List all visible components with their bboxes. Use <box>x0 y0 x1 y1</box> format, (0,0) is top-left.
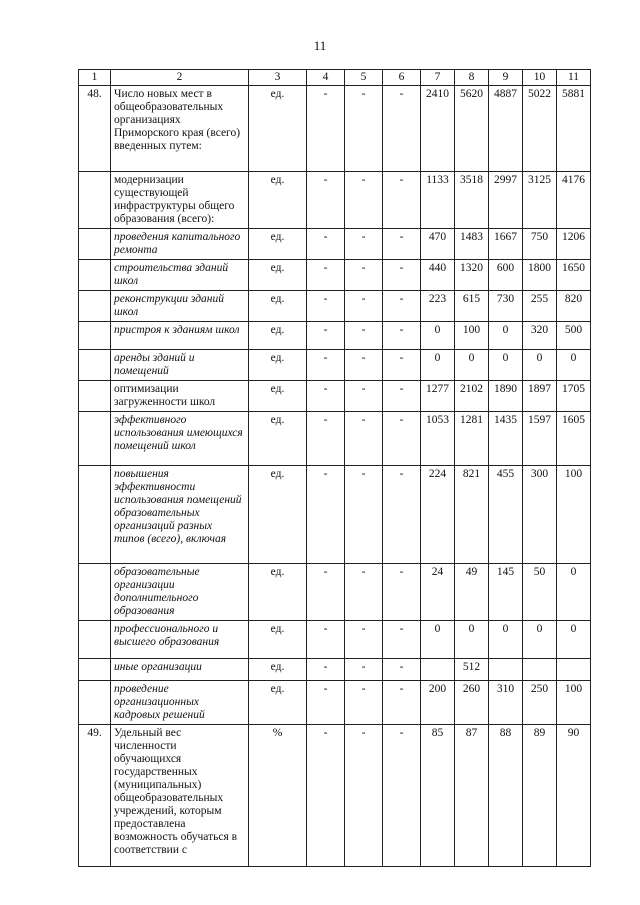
unit-cell: ед. <box>249 381 307 412</box>
value-cell: - <box>383 172 421 229</box>
table-row <box>79 260 591 291</box>
unit-cell: ед. <box>249 260 307 291</box>
value-cell: 50 <box>523 564 557 621</box>
column-header: 11 <box>557 70 591 86</box>
unit-cell: ед. <box>249 322 307 350</box>
value-cell <box>421 659 455 681</box>
unit-cell: ед. <box>249 86 307 172</box>
value-cell: 3125 <box>523 172 557 229</box>
value-cell: 100 <box>455 322 489 350</box>
table-row <box>79 229 591 260</box>
value-cell: - <box>383 260 421 291</box>
value-cell: - <box>383 659 421 681</box>
indicator-name: проведения капитального ремонта <box>111 229 249 260</box>
unit-cell: ед. <box>249 621 307 659</box>
indicators-table <box>78 69 591 867</box>
table-row <box>79 466 591 564</box>
value-cell: 500 <box>557 322 591 350</box>
value-cell: 1667 <box>489 229 523 260</box>
indicator-name: Удельный вес численности обучающихся государственных (муниципальных) общеобразовательных учреждений, которым предоставлена возможность обучаться в соответствии с <box>111 725 249 867</box>
value-cell: 320 <box>523 322 557 350</box>
value-cell: 0 <box>557 350 591 381</box>
table-row <box>79 322 591 350</box>
table-body <box>79 70 591 867</box>
value-cell: 1133 <box>421 172 455 229</box>
value-cell: 0 <box>455 621 489 659</box>
indicator-name: пристроя к зданиям школ <box>111 322 249 350</box>
value-cell: 0 <box>421 322 455 350</box>
row-number <box>79 172 111 229</box>
value-cell: - <box>383 564 421 621</box>
value-cell: 730 <box>489 291 523 322</box>
table-row <box>79 564 591 621</box>
value-cell: 0 <box>557 621 591 659</box>
row-number: 48. <box>79 86 111 172</box>
value-cell: - <box>307 564 345 621</box>
table-row <box>79 172 591 229</box>
value-cell: - <box>345 681 383 725</box>
value-cell: - <box>307 621 345 659</box>
unit-cell: ед. <box>249 229 307 260</box>
value-cell: 1800 <box>523 260 557 291</box>
value-cell: 87 <box>455 725 489 867</box>
value-cell: 1897 <box>523 381 557 412</box>
value-cell: 88 <box>489 725 523 867</box>
value-cell: - <box>345 172 383 229</box>
value-cell: - <box>345 659 383 681</box>
row-number <box>79 659 111 681</box>
indicator-name: профессионального и высшего образования <box>111 621 249 659</box>
value-cell <box>489 659 523 681</box>
value-cell: - <box>307 659 345 681</box>
value-cell: - <box>307 466 345 564</box>
value-cell: 615 <box>455 291 489 322</box>
table-row <box>79 681 591 725</box>
value-cell: - <box>383 725 421 867</box>
value-cell: 255 <box>523 291 557 322</box>
column-header: 9 <box>489 70 523 86</box>
value-cell: - <box>307 725 345 867</box>
value-cell: 224 <box>421 466 455 564</box>
column-header: 6 <box>383 70 421 86</box>
value-cell: 0 <box>489 350 523 381</box>
unit-cell: ед. <box>249 564 307 621</box>
indicator-name: оптимизации загруженности школ <box>111 381 249 412</box>
unit-cell: ед. <box>249 291 307 322</box>
column-header: 2 <box>111 70 249 86</box>
table-row <box>79 725 591 867</box>
value-cell: 0 <box>455 350 489 381</box>
unit-cell: ед. <box>249 681 307 725</box>
table-row <box>79 412 591 466</box>
value-cell: - <box>307 350 345 381</box>
value-cell: 750 <box>523 229 557 260</box>
value-cell: 455 <box>489 466 523 564</box>
value-cell: 250 <box>523 681 557 725</box>
value-cell: 5022 <box>523 86 557 172</box>
value-cell: - <box>307 260 345 291</box>
value-cell: - <box>345 412 383 466</box>
value-cell: 260 <box>455 681 489 725</box>
column-header: 10 <box>523 70 557 86</box>
column-header: 7 <box>421 70 455 86</box>
value-cell: 2997 <box>489 172 523 229</box>
value-cell: 310 <box>489 681 523 725</box>
value-cell: 1206 <box>557 229 591 260</box>
value-cell: 0 <box>489 621 523 659</box>
value-cell: - <box>307 172 345 229</box>
value-cell: - <box>307 681 345 725</box>
value-cell: 2410 <box>421 86 455 172</box>
value-cell: 1650 <box>557 260 591 291</box>
value-cell: 89 <box>523 725 557 867</box>
indicator-name: иные организации <box>111 659 249 681</box>
value-cell: 100 <box>557 466 591 564</box>
value-cell: - <box>383 412 421 466</box>
value-cell: 600 <box>489 260 523 291</box>
value-cell: 1705 <box>557 381 591 412</box>
value-cell <box>557 659 591 681</box>
value-cell: - <box>307 381 345 412</box>
table-row <box>79 350 591 381</box>
value-cell: - <box>345 260 383 291</box>
value-cell: - <box>345 621 383 659</box>
indicator-name: проведение организационных кадровых решений <box>111 681 249 725</box>
value-cell: 49 <box>455 564 489 621</box>
value-cell: 0 <box>421 621 455 659</box>
value-cell: - <box>307 86 345 172</box>
value-cell: 5881 <box>557 86 591 172</box>
value-cell: 1435 <box>489 412 523 466</box>
value-cell: - <box>383 229 421 260</box>
value-cell: 1053 <box>421 412 455 466</box>
table-row <box>79 621 591 659</box>
indicator-name: аренды зданий и помещений <box>111 350 249 381</box>
row-number <box>79 621 111 659</box>
value-cell: 0 <box>489 322 523 350</box>
column-header: 4 <box>307 70 345 86</box>
value-cell: 470 <box>421 229 455 260</box>
value-cell: - <box>383 86 421 172</box>
table-row <box>79 86 591 172</box>
row-number <box>79 322 111 350</box>
value-cell: - <box>307 322 345 350</box>
column-header: 3 <box>249 70 307 86</box>
unit-cell: ед. <box>249 172 307 229</box>
indicator-name: повышения эффективности использования помещений образовательных организаций разных типов (всего), включая <box>111 466 249 564</box>
value-cell: - <box>383 350 421 381</box>
indicator-name: модернизации существующей инфраструктуры общего образования (всего): <box>111 172 249 229</box>
value-cell: 512 <box>455 659 489 681</box>
indicator-name: строительства зданий школ <box>111 260 249 291</box>
column-header: 1 <box>79 70 111 86</box>
row-number: 49. <box>79 725 111 867</box>
value-cell: 1320 <box>455 260 489 291</box>
value-cell: 3518 <box>455 172 489 229</box>
value-cell: 0 <box>523 350 557 381</box>
value-cell: - <box>307 229 345 260</box>
value-cell: - <box>345 350 383 381</box>
value-cell: - <box>345 466 383 564</box>
value-cell: 200 <box>421 681 455 725</box>
indicator-name: эффективного использования имеющихся помещений школ <box>111 412 249 466</box>
row-number <box>79 466 111 564</box>
value-cell: 1597 <box>523 412 557 466</box>
row-number <box>79 260 111 291</box>
page-number: 11 <box>313 38 327 53</box>
value-cell: - <box>383 466 421 564</box>
value-cell: - <box>345 725 383 867</box>
row-number <box>79 350 111 381</box>
value-cell: 2102 <box>455 381 489 412</box>
value-cell: 1605 <box>557 412 591 466</box>
value-cell: 5620 <box>455 86 489 172</box>
column-header: 8 <box>455 70 489 86</box>
value-cell: 440 <box>421 260 455 291</box>
value-cell: 300 <box>523 466 557 564</box>
value-cell: - <box>383 291 421 322</box>
value-cell: 820 <box>557 291 591 322</box>
value-cell: 4887 <box>489 86 523 172</box>
column-header-row <box>79 70 591 86</box>
value-cell: - <box>383 322 421 350</box>
value-cell: 821 <box>455 466 489 564</box>
value-cell: 1277 <box>421 381 455 412</box>
row-number <box>79 291 111 322</box>
value-cell: 100 <box>557 681 591 725</box>
value-cell: - <box>345 381 383 412</box>
value-cell: - <box>345 564 383 621</box>
value-cell: 223 <box>421 291 455 322</box>
value-cell: 85 <box>421 725 455 867</box>
value-cell: 24 <box>421 564 455 621</box>
indicator-name: Число новых мест в общеобразовательных организациях Приморского края (всего) введенных путем: <box>111 86 249 172</box>
value-cell: - <box>383 681 421 725</box>
value-cell: 90 <box>557 725 591 867</box>
unit-cell: ед. <box>249 466 307 564</box>
value-cell: 4176 <box>557 172 591 229</box>
value-cell: - <box>345 322 383 350</box>
value-cell: - <box>307 291 345 322</box>
value-cell: - <box>383 621 421 659</box>
value-cell: 0 <box>557 564 591 621</box>
table-row <box>79 659 591 681</box>
column-header: 5 <box>345 70 383 86</box>
indicator-name: реконструкции зданий школ <box>111 291 249 322</box>
value-cell: - <box>345 229 383 260</box>
unit-cell: ед. <box>249 659 307 681</box>
unit-cell: % <box>249 725 307 867</box>
unit-cell: ед. <box>249 412 307 466</box>
value-cell: 1483 <box>455 229 489 260</box>
table-row <box>79 381 591 412</box>
table-row <box>79 291 591 322</box>
row-number <box>79 564 111 621</box>
value-cell: - <box>383 381 421 412</box>
value-cell: 0 <box>421 350 455 381</box>
value-cell: 0 <box>523 621 557 659</box>
value-cell: 1281 <box>455 412 489 466</box>
value-cell: - <box>345 291 383 322</box>
row-number <box>79 412 111 466</box>
value-cell: 145 <box>489 564 523 621</box>
value-cell: - <box>345 86 383 172</box>
indicator-name: образовательные организации дополнительного образования <box>111 564 249 621</box>
value-cell <box>523 659 557 681</box>
value-cell: 1890 <box>489 381 523 412</box>
unit-cell: ед. <box>249 350 307 381</box>
row-number <box>79 681 111 725</box>
row-number <box>79 381 111 412</box>
row-number <box>79 229 111 260</box>
value-cell: - <box>307 412 345 466</box>
